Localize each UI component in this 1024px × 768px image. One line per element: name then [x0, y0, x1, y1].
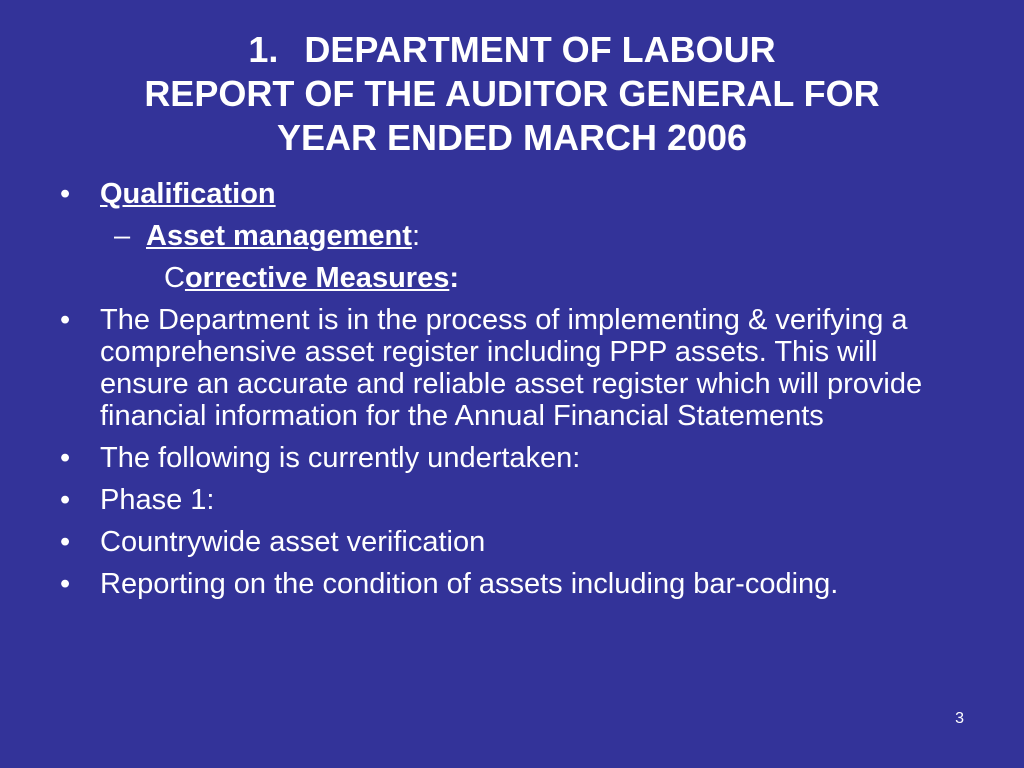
title-line-2: REPORT OF THE AUDITOR GENERAL FOR [144, 73, 880, 114]
bullet-text: Reporting on the condition of assets including bar-coding. [100, 568, 839, 600]
slide-body [58, 178, 958, 610]
bullet-qualification [58, 178, 958, 210]
bullet-icon: • [60, 526, 71, 558]
corrective-measures-line [58, 262, 958, 294]
bullet-item [58, 304, 958, 432]
sub-item-asset-management [58, 220, 958, 252]
bullet-item [58, 568, 958, 600]
bullet-icon: • [60, 484, 71, 516]
corrective-measures-heading: orrective Measures [184, 262, 450, 294]
corrective-initial: C [164, 262, 185, 294]
bullet-icon: • [60, 178, 71, 210]
bullet-text: Phase 1: [100, 484, 215, 516]
qualification-heading: Qualification [100, 178, 276, 210]
bullet-text: The Department is in the process of implementing & verifying a comprehensive asset register including PPP assets. This will ensure an accurate and reliable asset register which will provide financial information for the Annual Financial Statements [100, 304, 923, 432]
bullet-item [58, 484, 958, 516]
title-department: DEPARTMENT OF LABOUR [304, 29, 776, 70]
dash-icon: – [114, 220, 131, 252]
bullet-icon: • [60, 304, 71, 336]
title-number: 1. [248, 29, 279, 70]
bullet-item [58, 442, 958, 474]
bullet-text: The following is currently undertaken: [100, 442, 581, 474]
bullet-icon: • [60, 442, 71, 474]
bullet-item [58, 526, 958, 558]
slide-title [60, 28, 964, 160]
corrective-measures-colon: : [449, 262, 459, 294]
title-line-1 [60, 28, 964, 72]
asset-management-colon: : [411, 220, 420, 252]
bullet-text: Countrywide asset verification [100, 526, 486, 558]
asset-management-heading: Asset management [146, 220, 412, 252]
page-number: 3 [955, 710, 964, 727]
title-line-3: YEAR ENDED MARCH 2006 [276, 117, 748, 158]
bullet-icon: • [60, 568, 71, 600]
